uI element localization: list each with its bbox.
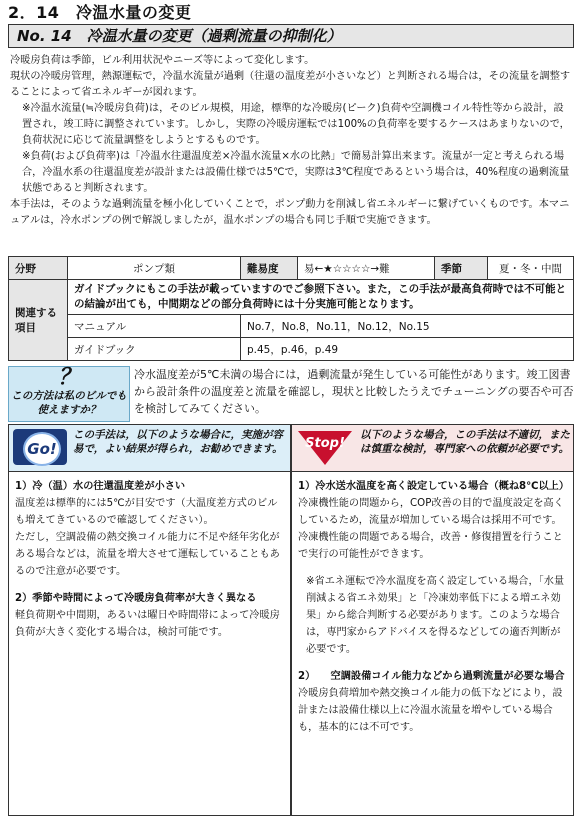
can-use-badge <box>8 366 130 422</box>
manual-label: マニュアル <box>68 315 241 338</box>
stop-note: ※省エネ運転で冷水温度を高く設定している場合，「水量削減よる省エネ効果」と「冷凍効率低下による増エネ効果」から総合判断する必要があります。このような場合は，専門家からアドバイスを得るなどしての適否判断が必要です。 <box>306 576 565 655</box>
field-value: ポンプ類 <box>68 257 241 280</box>
info-row <box>9 338 574 361</box>
season-label: 季節 <box>435 257 488 280</box>
intro-note: ※冷温水流量(≒冷暖房負荷)は，そのビル規模，用途，標準的な冷暖房(ピーク)負荷や空調機コイル特性等から設計，設置され，竣工時に調整されています。しかし，実際の冷暖房運転では100%の負荷率を要するケースはあまりないので，負荷状況に応じて流量調整をしようとするものです。 <box>22 103 570 146</box>
stop-panel <box>291 424 574 816</box>
info-table <box>8 256 574 361</box>
go-header-text: この手法は，以下のような場合に，実施が容易で，よい結果が得られ，お勧めできます。 <box>73 429 283 455</box>
stop-heading: 1）冷水送水温度を高く設定している場合（概ね8℃以上） <box>298 481 570 492</box>
manual-value: No.7，No.8，No.11，No.12，No.15 <box>241 315 574 338</box>
intro-paragraph: 本手法は，そのような過剰流量を極小化していくことで，ポンプ動力を削減し省エネルギーに繋げていくものです。本マニュアルは，冷水ポンプの例で解説しましたが，温水ポンプの場合も同じ手順で実施できます。 <box>10 199 570 226</box>
stop-header-text: 以下のような場合，この手法は不適切，または慎重な検討，専門家への依頼が必要です。 <box>360 429 570 455</box>
go-text: ただし，空調設備の熱交換コイル能力に不足や経年劣化がある場合などは，流量を増大させて運転していることもあるので注意が必要です。 <box>15 532 280 577</box>
intro-paragraph: 現状の冷暖房管理，熱源運転で，冷温水流量が過剰（往還の温度差が小さいなど）と判断される場合は，その流量を調整することによって省エネルギーが図れます。 <box>10 71 571 98</box>
stop-icon <box>296 429 354 467</box>
related-note: ガイドブックにもこの手法が載っていますのでご参照下さい。また，この手法が最高負荷時では不可能との結論が出ても，中間期などの部分負荷時には十分実施可能となります。 <box>68 280 574 315</box>
guidebook-value: p.45，p.46，p.49 <box>241 338 574 361</box>
season-value: 夏・冬・中間 <box>488 257 574 280</box>
go-panel <box>8 424 291 816</box>
stop-text: 冷凍機性能の問題である場合，改善・修復措置を行うことで実行の可能性ができます。 <box>298 532 563 560</box>
difficulty-label: 難易度 <box>241 257 298 280</box>
stop-panel-header <box>292 425 573 472</box>
stop-text: 冷暖房負荷増加や熱交換コイル能力の低下などにより，設計または設備仕様以上に冷温水流量を増やしている場合も，基本的には不可です。 <box>298 688 563 733</box>
difficulty-value: 易←★☆☆☆☆→難 <box>298 257 435 280</box>
intro-paragraph: 冷暖房負荷は季節，ビル利用状況やニーズ等によって変化します。 <box>10 55 315 66</box>
go-badge-label: Go! <box>23 432 61 466</box>
intro-note: ※負荷(および負荷率)は「冷温水往還温度差×冷温水流量×水の比熱」で簡易計算出来ます。流量が一定と考えられる場合，冷温水系の往還温度差が設計または設備仕様では5℃で，実際は3℃程度であるという場合は，40%程度の過剰流量状態であると判断されます。 <box>22 151 570 194</box>
page-title: No. 14 冷温水量の変更（過剰流量の抑制化） <box>8 24 574 48</box>
stop-panel-body <box>292 472 573 742</box>
go-heading: 2）季節や時間によって冷暖房負荷率が大きく異なる <box>15 593 257 604</box>
info-row <box>9 280 574 315</box>
guidebook-label: ガイドブック <box>68 338 241 361</box>
related-label: 関連する項目 <box>9 280 68 361</box>
go-text: 温度差は標準的には5℃が目安です（大温度差方式のビルも増えてきているので確認してください）。 <box>15 498 278 526</box>
stop-heading: 2） 空調設備コイル能力などから過剰流量が必要な場合 <box>298 671 565 682</box>
go-icon <box>13 429 67 465</box>
go-heading: 1）冷（温）水の往還温度差が小さい <box>15 481 186 492</box>
field-label: 分野 <box>9 257 68 280</box>
question-mark-icon: ？ <box>57 365 80 390</box>
intro-text <box>10 53 572 229</box>
section-title: 2．14 冷温水量の変更 <box>8 3 192 22</box>
stop-badge-label: Stop! <box>305 436 345 451</box>
can-use-text: 冷水温度差が5℃未満の場合には，過剰流量が発生している可能性があります。竣工図書から設計条件の温度差と流量を確認し，現状と比較したうえでチューニングの要否や可否を検討してみてください。 <box>134 368 574 415</box>
go-panel-body <box>9 472 290 647</box>
go-panel-header <box>9 425 290 472</box>
go-text: 軽負荷期や中間期，あるいは曜日や時間帯によって冷暖房負荷が大きく変化する場合は，検討可能です。 <box>15 610 280 638</box>
can-use-label: この方法は私のビルでも使えますか？ <box>11 390 127 416</box>
info-row <box>9 257 574 280</box>
info-row <box>9 315 574 338</box>
stop-text: 冷凍機性能の問題から，COP改善の目的で温度設定を高くしているため，流量が増加している場合は採用不可です。 <box>298 498 564 526</box>
